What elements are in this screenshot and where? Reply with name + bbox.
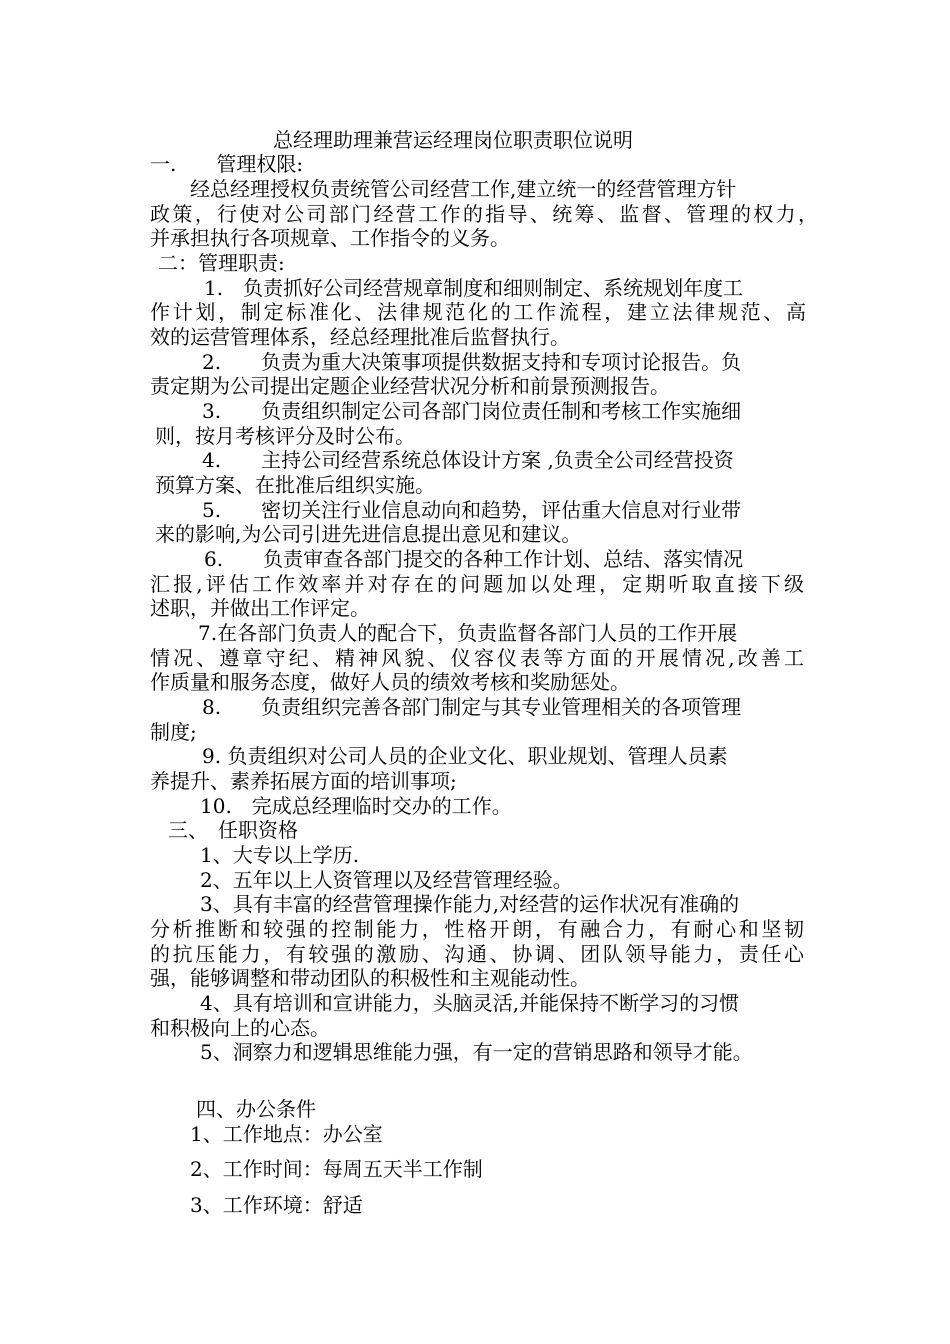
office-condition-location: 1、工作地点：办公室 — [190, 1122, 383, 1146]
duty-9-line-1: 9. 负责组织对公司人员的企业文化、职业规划、管理人员素 — [202, 744, 728, 768]
qualification-3-line-1: 3、具有丰富的经营管理操作能力,对经营的运作状况有准确的 — [200, 892, 740, 916]
duty-7-line-2: 情况、遵章守纪、精神风貌、仪容仪表等方面的开展情况,改善工 — [150, 646, 804, 670]
qualification-3-line-4: 强，能够调整和带动团队的积极性和主观能动性。 — [150, 966, 590, 990]
section-heading-duties: 二：管理职责: — [158, 251, 285, 275]
duty-2-line-1: 2. 负责为重大决策事项提供数据支持和专项讨论报告。负 — [202, 350, 742, 374]
qualification-3-line-3: 的抗压能力，有较强的激励、沟通、协调、团队领导能力，责任心 — [150, 942, 804, 966]
duty-3-line-1: 3. 负责组织制定公司各部门岗位责任制和考核工作实施细 — [202, 399, 742, 423]
duty-1-line-1: 1. 负责抓好公司经营规章制度和细则制定、系统规划年度工 — [204, 276, 744, 300]
duty-6-line-3: 述职，并做出工作评定。 — [150, 596, 370, 620]
duty-6-line-1: 6. 负责审查各部门提交的各种工作计划、总结、落实情况 — [204, 547, 744, 571]
qualification-5: 5、洞察力和逻辑思维能力强，有一定的营销思路和领导才能。 — [200, 1040, 753, 1064]
qualification-3-line-2: 分析推断和较强的控制能力，性格开朗，有融合力，有耐心和坚韧 — [150, 917, 804, 941]
duty-7-line-1: 7.在各部门负责人的配合下，负责监督各部门人员的工作开展 — [198, 621, 738, 645]
authority-text-line-1: 经总经理授权负责统管公司经营工作,建立统一的经营管理方针 — [190, 177, 737, 201]
duty-9-line-2: 养提升、素养拓展方面的培训事项; — [150, 769, 457, 793]
duty-8-line-2: 制度; — [150, 720, 197, 744]
duty-2-line-2: 责定期为公司提出定题企业经营状况分析和前景预测报告。 — [150, 374, 670, 398]
duty-7-line-3: 作质量和服务态度，做好人员的绩效考核和奖励惩处。 — [150, 670, 630, 694]
section-heading-authority: 一. 管理权限: — [150, 152, 304, 176]
duty-1-line-2: 作计划，制定标准化、法律规范化的工作流程，建立法律规范、高 — [150, 300, 806, 324]
duty-5-line-2: 来的影响,为公司引进先进信息提出意见和建议。 — [155, 522, 582, 546]
office-condition-environment: 3、工作环境：舒适 — [190, 1193, 363, 1217]
authority-text-line-2: 政策，行使对公司部门经营工作的指导、统筹、监督、管理的权力， — [150, 202, 818, 226]
duty-6-line-2: 汇报,评估工作效率并对存在的问题加以处理，定期听取直接下级 — [150, 572, 804, 596]
duty-8-line-1: 8. 负责组织完善各部门制定与其专业管理相关的各项管理 — [202, 695, 742, 719]
authority-text-line-3: 并承担执行各项规章、工作指令的义务。 — [150, 226, 510, 250]
qualification-2: 2、五年以上人资管理以及经营管理经验。 — [200, 868, 573, 892]
office-condition-hours: 2、工作时间：每周五天半工作制 — [190, 1157, 483, 1181]
section-heading-office-conditions: 四、办公条件 — [196, 1097, 316, 1121]
duty-10-line-1: 10. 完成总经理临时交办的工作。 — [200, 794, 512, 818]
section-heading-qualifications: 三、 任职资格 — [168, 818, 298, 842]
qualification-4-line-2: 和积极向上的心态。 — [150, 1016, 330, 1040]
duty-4-line-1: 4. 主持公司经营系统总体设计方案 ,负责全公司经营投资 — [202, 448, 734, 472]
duty-5-line-1: 5. 密切关注行业信息动向和趋势，评估重大信息对行业带 — [202, 498, 742, 522]
duty-1-line-3: 效的运营管理体系，经总经理批准后监督执行。 — [150, 325, 570, 349]
duty-4-line-2: 预算方案、在批准后组织实施。 — [155, 473, 435, 497]
qualification-1: 1、大专以上学历. — [200, 843, 360, 867]
duty-3-line-2: 则，按月考核评分及时公布。 — [155, 424, 415, 448]
document-title: 总经理助理兼营运经理岗位职责职位说明 — [273, 128, 633, 152]
qualification-4-line-1: 4、具有培训和宣讲能力，头脑灵活,并能保持不断学习的习惯 — [200, 991, 740, 1015]
